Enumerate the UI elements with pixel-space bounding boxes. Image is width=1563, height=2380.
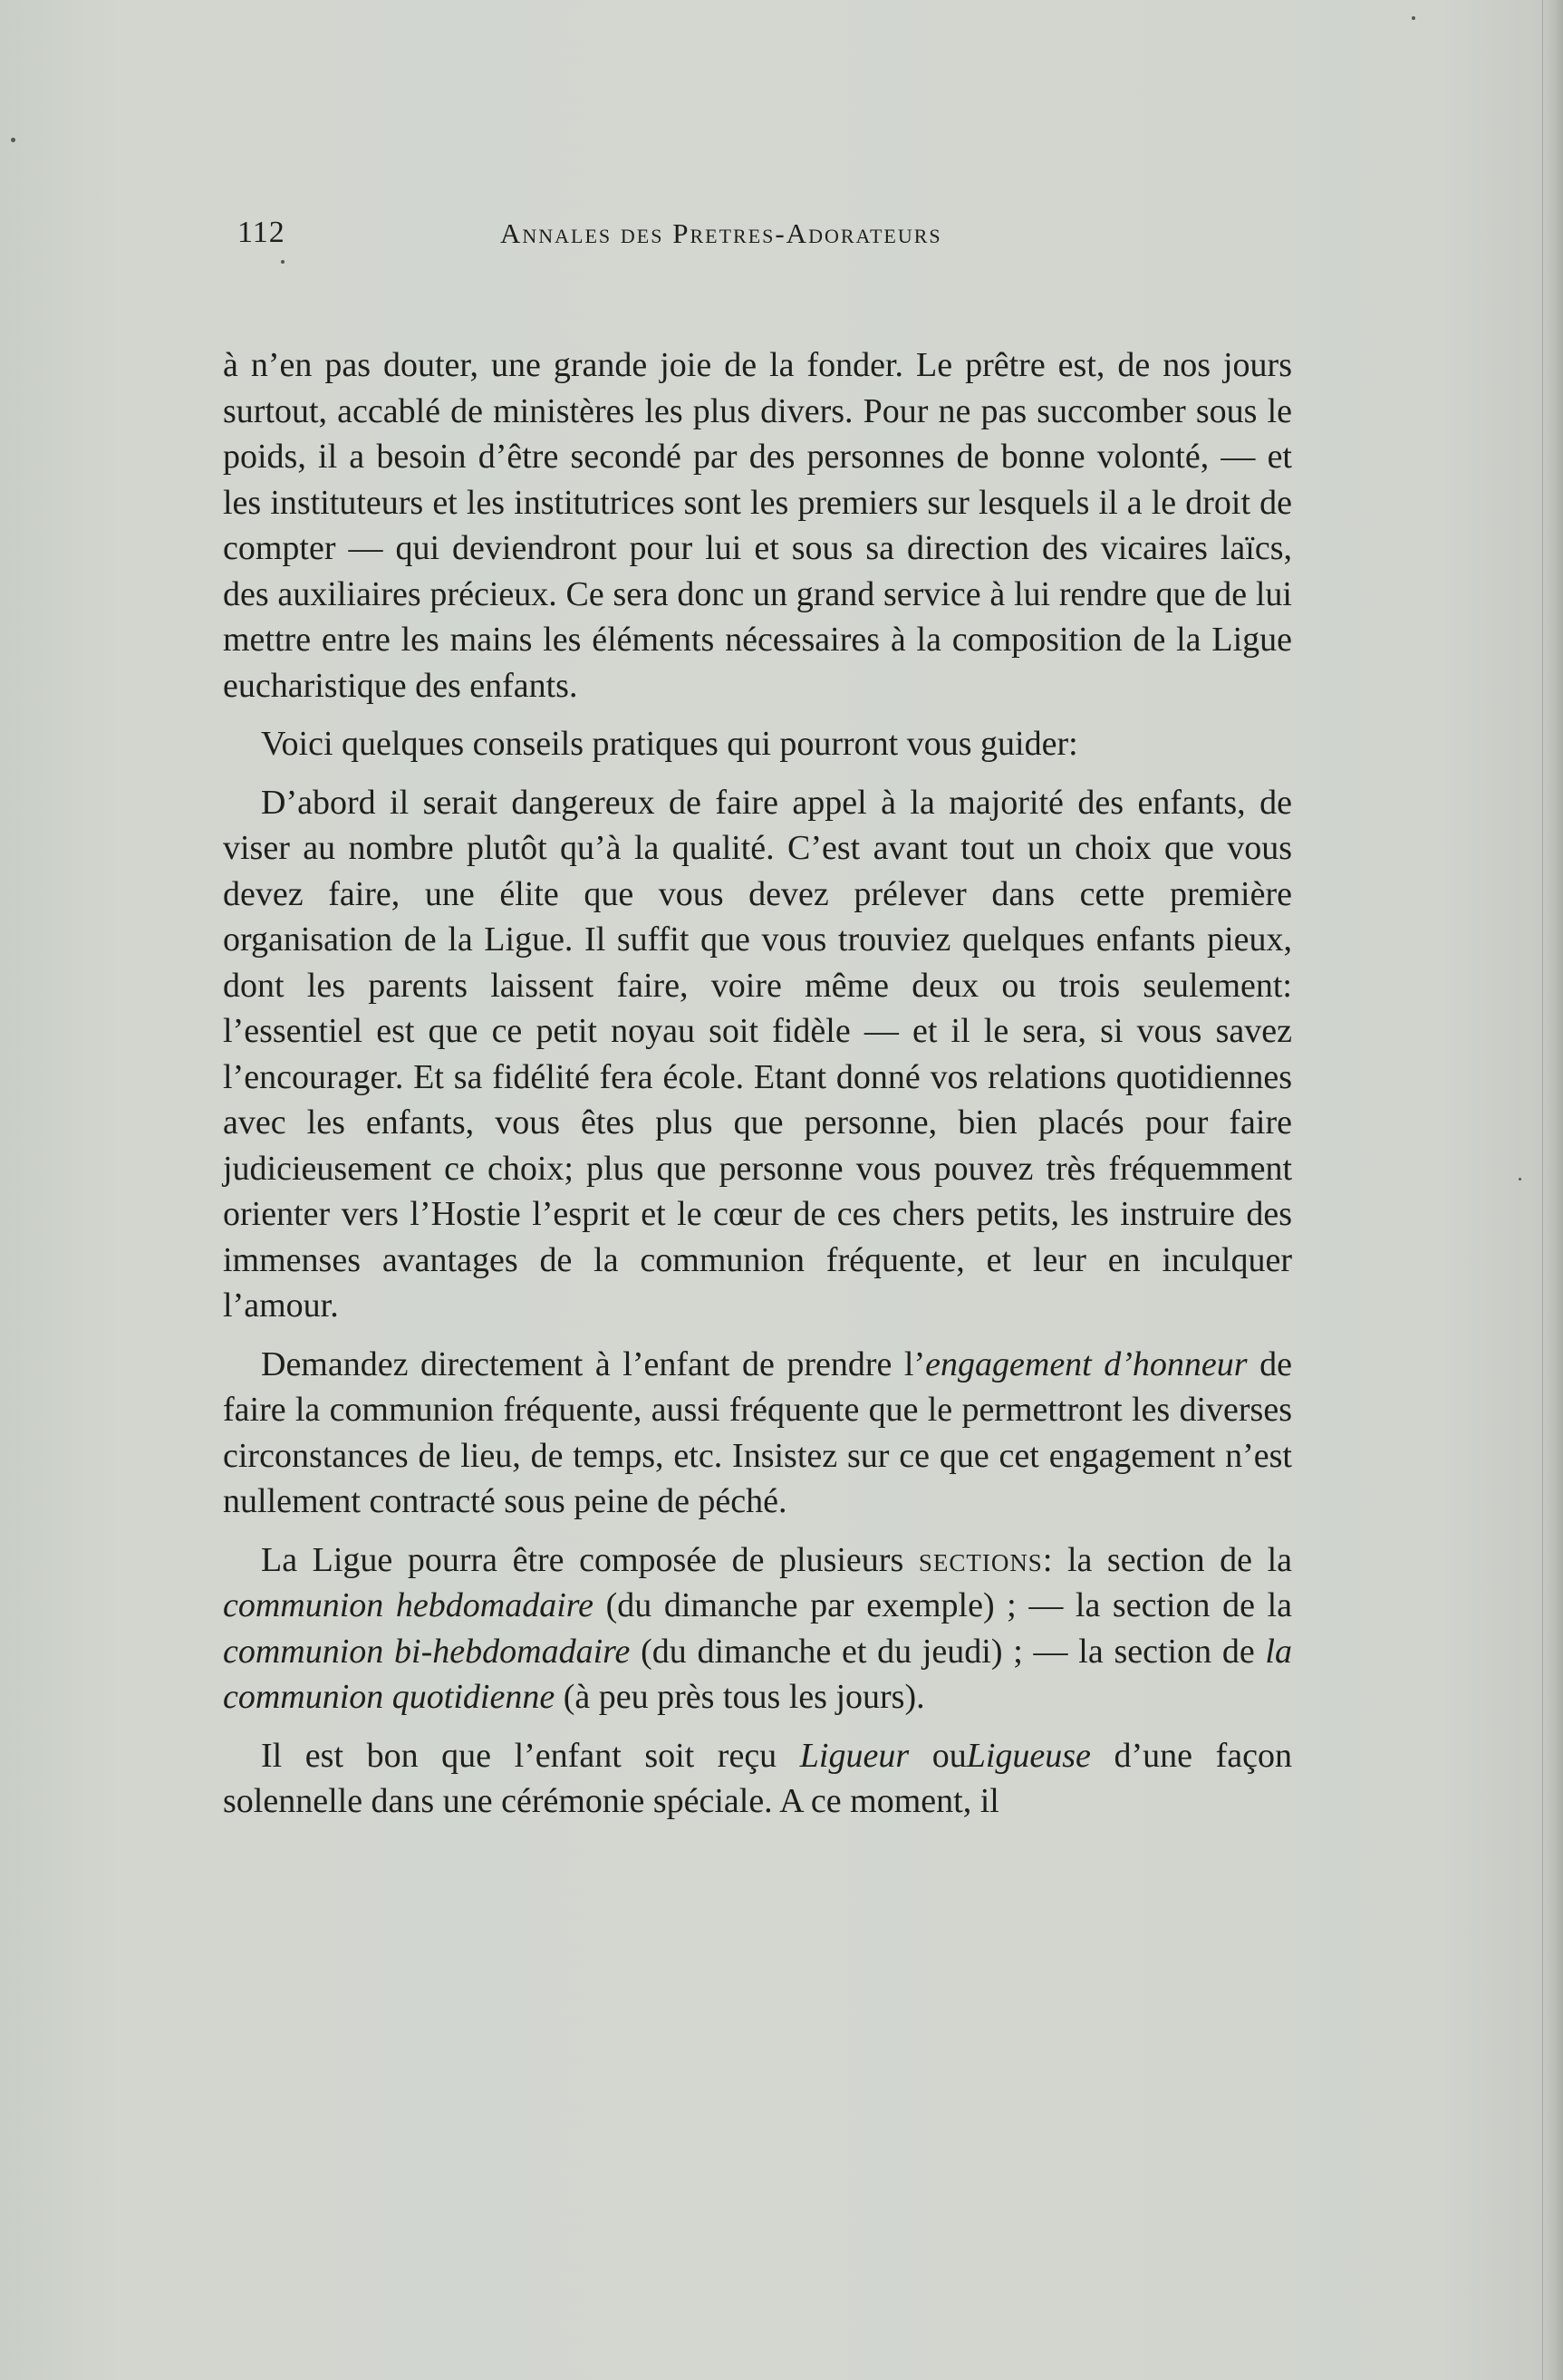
italic-term: communion hebdomadaire [223,1586,594,1624]
text-run: de faire la communion fréquente, aussi fréquente que le permettront les diverses circonstances de lieu, de temps, etc. Insistez sur ce que cet engagement n’est nullement contracté sous peine de péché. [223,1344,1292,1520]
page-number: 112 [237,216,285,249]
text-run: (du dimanche par exemple) ; — la section de la [593,1586,1293,1624]
paragraph-2: Voici quelques conseils pratiques qui pourront vous guider: [261,725,1078,763]
italic-term: engagement d’honneur [925,1344,1248,1383]
text-run: La Ligue pourra être composée de plusieurs [261,1540,919,1579]
paragraph-6 [223,1733,1292,1825]
italic-term: la communion quotidienne [223,1632,1292,1716]
text-run: (du dimanche et du jeudi) ; — la section de [630,1632,1266,1671]
ink-speck [11,138,15,142]
body-text [223,342,1292,1837]
text-run: ou [909,1736,967,1775]
text-run: Demandez directement à l’enfant de prendre l’ [261,1344,926,1383]
paragraph-5 [223,1537,1292,1720]
ink-speck [1519,1178,1521,1180]
italic-term: communion bi-hebdomadaire [223,1632,631,1671]
ink-speck [1412,16,1415,20]
page-header [237,216,1307,261]
paragraph-4 [223,1342,1292,1525]
text-run: d’une façon solennelle dans une cérémonie spéciale. A ce moment, il [223,1736,1292,1820]
running-head: Annales des Pretres-Adorateurs [500,217,942,249]
paragraph-3: D’abord il serait dangereux de faire appel à la majorité des enfants, de viser au nombre plutôt qu’à la qualité. C’est avant tout un choix que vous devez faire, une élite que vous devez prélever dans cette première organisation de la Ligue. Il suffit que vous trouviez quelques enfants pieux, dont les parents laissent faire, voire même deux ou trois seulement: l’essentiel est que ce petit noyau soit fidèle — et il le sera, si vous savez l’encourager. Et sa fidélité fera école. Etant donné vos relations quotidiennes avec les enfants, vous êtes plus que personne, bien placés pour faire judicieusement ce choix; plus que personne vous pouvez très fréquemment orienter vers l’Hostie l’esprit et le cœur de ces chers petits, les instruire des immenses avantages de la communion fréquente, et leur en inculquer l’amour. [223,783,1292,1325]
italic-term: Ligueuse [966,1736,1091,1775]
text-run: Il est bon que l’enfant soit reçu [261,1736,800,1775]
page-edge [1542,0,1563,2380]
text-run: (à peu près tous les jours). [555,1678,925,1716]
paragraph-1: à n’en pas douter, une grande joie de la fonder. Le prêtre est, de nos jours surtout, accablé de ministères les plus divers. Pour ne pas succomber sous le poids, il a besoin d’être secondé par des personnes de bonne volonté, — et les instituteurs et les institutrices sont les premiers sur lesquels il a le droit de compter — qui deviendront pour lui et sous sa direction des vicaires laïcs, des auxiliaires précieux. Ce sera donc un grand service à lui rendre que de lui mettre entre les mains les éléments nécessaires à la composition de la Ligue eucharistique des enfants. [223,346,1292,705]
smallcaps-term: sections [918,1540,1043,1579]
text-run: : la section de la [1042,1540,1292,1579]
italic-term: Ligueur [799,1736,910,1775]
